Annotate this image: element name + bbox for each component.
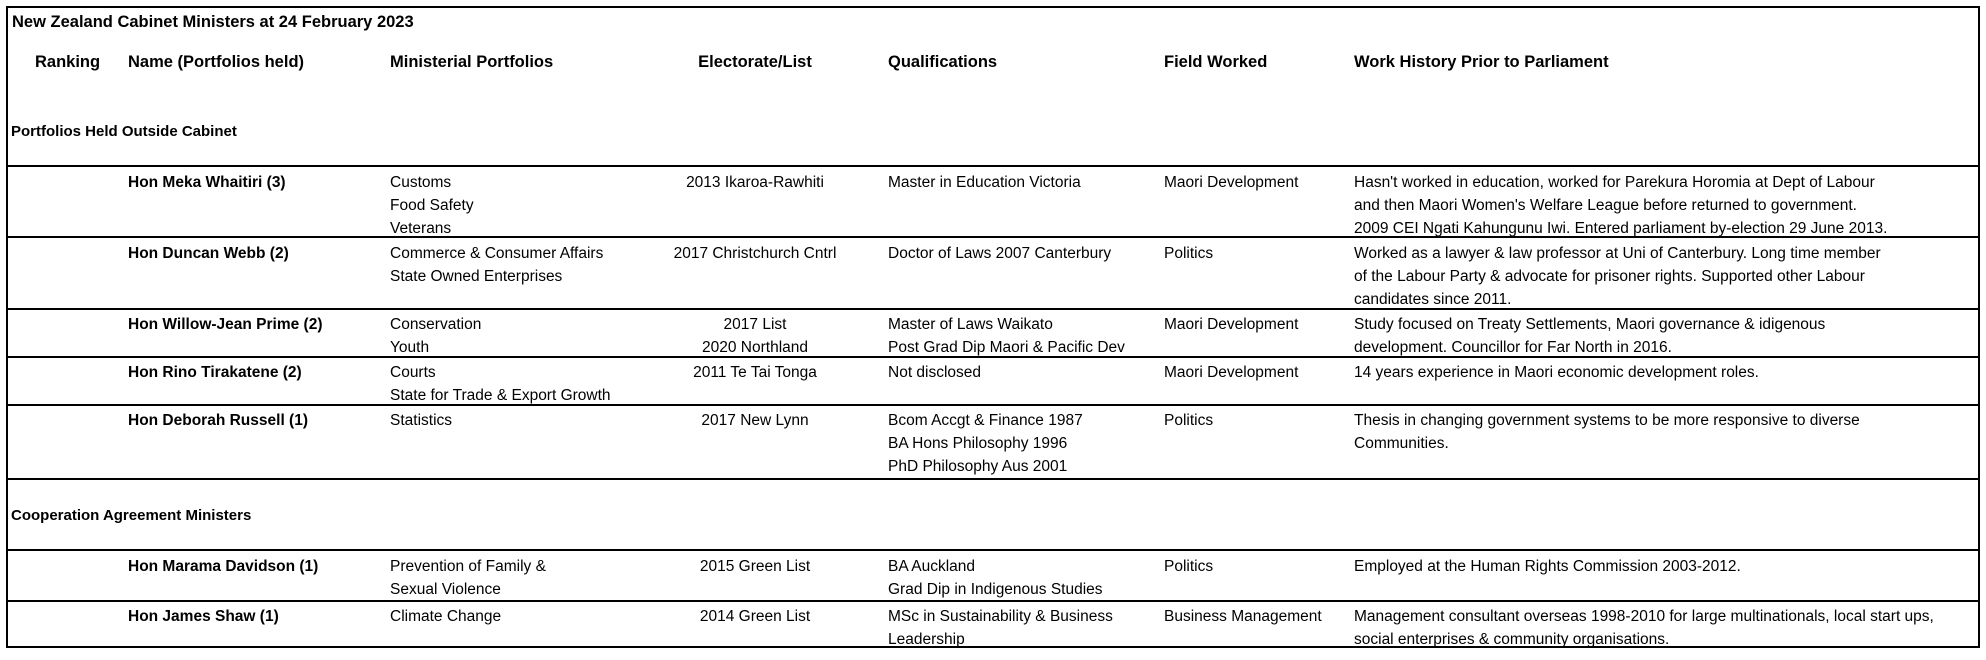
work-history-cell bbox=[1354, 409, 1860, 455]
work-history-cell bbox=[1354, 605, 1934, 648]
electorate-cell bbox=[646, 409, 864, 432]
work-history-cell bbox=[1354, 555, 1741, 578]
electorate-cell-line: 2014 Green List bbox=[699, 608, 811, 625]
electorate-cell-line: 2013 Ikaroa-Rawhiti bbox=[686, 174, 824, 191]
row-divider bbox=[8, 308, 1978, 310]
qualifications-cell bbox=[888, 171, 1081, 194]
header-ranking: Ranking bbox=[35, 53, 101, 71]
portfolios-cell-line: Courts bbox=[390, 364, 436, 381]
field-cell: Politics bbox=[1164, 412, 1214, 429]
qualifications-cell-line: Master of Laws Waikato bbox=[888, 316, 1053, 333]
portfolios-cell-line: Food Safety bbox=[390, 197, 474, 214]
work-history-cell-line: social enterprises & community organisations. bbox=[1354, 631, 1670, 648]
portfolios-cell bbox=[390, 361, 611, 407]
qualifications-cell-line: BA Hons Philosophy 1996 bbox=[888, 435, 1068, 452]
portfolios-cell-line: Customs bbox=[390, 174, 452, 191]
qualifications-cell bbox=[888, 605, 1113, 648]
field-cell: Business Management bbox=[1164, 608, 1322, 625]
minister-name: Hon James Shaw (1) bbox=[128, 608, 279, 625]
work-history-cell-line: Hasn't worked in education, worked for Parekura Horomia at Dept of Labour bbox=[1354, 174, 1875, 191]
work-history-cell-line: 2009 CEI Ngati Kahungunu Iwi. Entered parliament by-election 29 June 2013. bbox=[1354, 220, 1888, 237]
portfolios-cell-line: Youth bbox=[390, 339, 430, 356]
work-history-cell-line: Thesis in changing government systems to be more responsive to diverse bbox=[1354, 412, 1860, 429]
header-field: Field Worked bbox=[1164, 53, 1268, 71]
work-history-cell-line: and then Maori Women's Welfare League before returned to government. bbox=[1354, 197, 1857, 214]
portfolios-cell-line: Climate Change bbox=[390, 608, 502, 625]
minister-name: Hon Marama Davidson (1) bbox=[128, 558, 319, 575]
minister-name: Hon Willow-Jean Prime (2) bbox=[128, 316, 323, 333]
portfolios-cell-line: State for Trade & Export Growth bbox=[390, 387, 611, 404]
portfolios-cell-line: State Owned Enterprises bbox=[390, 268, 563, 285]
qualifications-cell-line: PhD Philosophy Aus 2001 bbox=[888, 458, 1068, 475]
work-history-cell-line: candidates since 2011. bbox=[1354, 291, 1512, 308]
portfolios-cell bbox=[390, 313, 481, 359]
portfolios-cell bbox=[390, 242, 603, 288]
electorate-cell bbox=[646, 605, 864, 628]
qualifications-cell bbox=[888, 555, 1103, 601]
electorate-cell-line: 2011 Te Tai Tonga bbox=[693, 364, 817, 381]
section-label: Cooperation Agreement Ministers bbox=[11, 507, 252, 524]
electorate-cell-line: 2017 Christchurch Cntrl bbox=[673, 245, 837, 262]
work-history-cell bbox=[1354, 171, 1887, 240]
header-electorate: Electorate/List bbox=[698, 53, 812, 71]
qualifications-cell bbox=[888, 242, 1111, 265]
portfolios-cell bbox=[390, 409, 452, 432]
section-divider bbox=[8, 549, 1978, 551]
qualifications-cell bbox=[888, 361, 981, 384]
qualifications-cell-line: Not disclosed bbox=[888, 364, 982, 381]
field-cell: Politics bbox=[1164, 245, 1214, 262]
qualifications-cell-line: Doctor of Laws 2007 Canterbury bbox=[888, 245, 1112, 262]
electorate-cell bbox=[646, 555, 864, 578]
header-work: Work History Prior to Parliament bbox=[1354, 53, 1609, 71]
work-history-cell-line: Communities. bbox=[1354, 435, 1449, 452]
portfolios-cell bbox=[390, 605, 501, 628]
section-label: Portfolios Held Outside Cabinet bbox=[11, 123, 237, 140]
work-history-cell-line: Study focused on Treaty Settlements, Maori governance & idigenous bbox=[1354, 316, 1826, 333]
minister-name: Hon Duncan Webb (2) bbox=[128, 245, 289, 262]
portfolios-cell bbox=[390, 171, 474, 240]
qualifications-cell-line: Grad Dip in Indigenous Studies bbox=[888, 581, 1103, 598]
header-name: Name (Portfolios held) bbox=[128, 53, 305, 71]
electorate-cell-line: 2017 List bbox=[723, 316, 787, 333]
work-history-cell-line: Employed at the Human Rights Commission 2003-2012. bbox=[1354, 558, 1741, 575]
qualifications-cell-line: Master in Education Victoria bbox=[888, 174, 1081, 191]
row-divider bbox=[8, 236, 1978, 238]
portfolios-cell-line: Commerce & Consumer Affairs bbox=[390, 245, 604, 262]
work-history-cell-line: Worked as a lawyer & law professor at Uni of Canterbury. Long time member bbox=[1354, 245, 1881, 262]
qualifications-cell bbox=[888, 409, 1083, 478]
work-history-cell bbox=[1354, 242, 1881, 311]
header-portfolios: Ministerial Portfolios bbox=[390, 53, 554, 71]
portfolios-cell bbox=[390, 555, 546, 601]
minister-name: Hon Rino Tirakatene (2) bbox=[128, 364, 302, 381]
section-divider bbox=[8, 165, 1978, 167]
qualifications-cell-line: BA Auckland bbox=[888, 558, 976, 575]
portfolios-cell-line: Prevention of Family & bbox=[390, 558, 546, 575]
field-cell: Politics bbox=[1164, 558, 1214, 575]
portfolios-cell-line: Veterans bbox=[390, 220, 452, 237]
field-cell: Maori Development bbox=[1164, 316, 1299, 333]
electorate-cell-line: 2015 Green List bbox=[699, 558, 811, 575]
row-divider bbox=[8, 600, 1978, 602]
electorate-cell-line: 2020 Northland bbox=[702, 339, 808, 356]
electorate-cell bbox=[646, 361, 864, 384]
row-divider bbox=[8, 356, 1978, 358]
header-qualifications: Qualifications bbox=[888, 53, 998, 71]
electorate-cell bbox=[646, 242, 864, 265]
minister-name: Hon Deborah Russell (1) bbox=[128, 412, 308, 429]
field-cell: Maori Development bbox=[1164, 174, 1299, 191]
qualifications-cell-line: Post Grad Dip Maori & Pacific Dev bbox=[888, 339, 1125, 356]
ministers-table bbox=[6, 6, 1980, 648]
qualifications-cell-line: MSc in Sustainability & Business bbox=[888, 608, 1113, 625]
field-cell: Maori Development bbox=[1164, 364, 1299, 381]
qualifications-cell-line: Bcom Accgt & Finance 1987 bbox=[888, 412, 1083, 429]
qualifications-cell-line: Leadership bbox=[888, 631, 965, 648]
table-title: New Zealand Cabinet Ministers at 24 February 2023 bbox=[12, 13, 414, 31]
row-divider bbox=[8, 404, 1978, 406]
work-history-cell bbox=[1354, 313, 1825, 359]
work-history-cell-line: development. Councillor for Far North in 2016. bbox=[1354, 339, 1672, 356]
minister-name: Hon Meka Whaitiri (3) bbox=[128, 174, 286, 191]
qualifications-cell bbox=[888, 313, 1125, 359]
portfolios-cell-line: Sexual Violence bbox=[390, 581, 501, 598]
section-divider bbox=[8, 478, 1978, 480]
work-history-cell-line: of the Labour Party & advocate for prisoner rights. Supported other Labour bbox=[1354, 268, 1865, 285]
work-history-cell-line: Management consultant overseas 1998-2010 for large multinationals, local start ups, bbox=[1354, 608, 1934, 625]
electorate-cell bbox=[646, 171, 864, 194]
electorate-cell-line: 2017 New Lynn bbox=[701, 412, 809, 429]
portfolios-cell-line: Conservation bbox=[390, 316, 482, 333]
work-history-cell bbox=[1354, 361, 1759, 384]
portfolios-cell-line: Statistics bbox=[390, 412, 453, 429]
electorate-cell bbox=[646, 313, 864, 359]
work-history-cell-line: 14 years experience in Maori economic development roles. bbox=[1354, 364, 1759, 381]
